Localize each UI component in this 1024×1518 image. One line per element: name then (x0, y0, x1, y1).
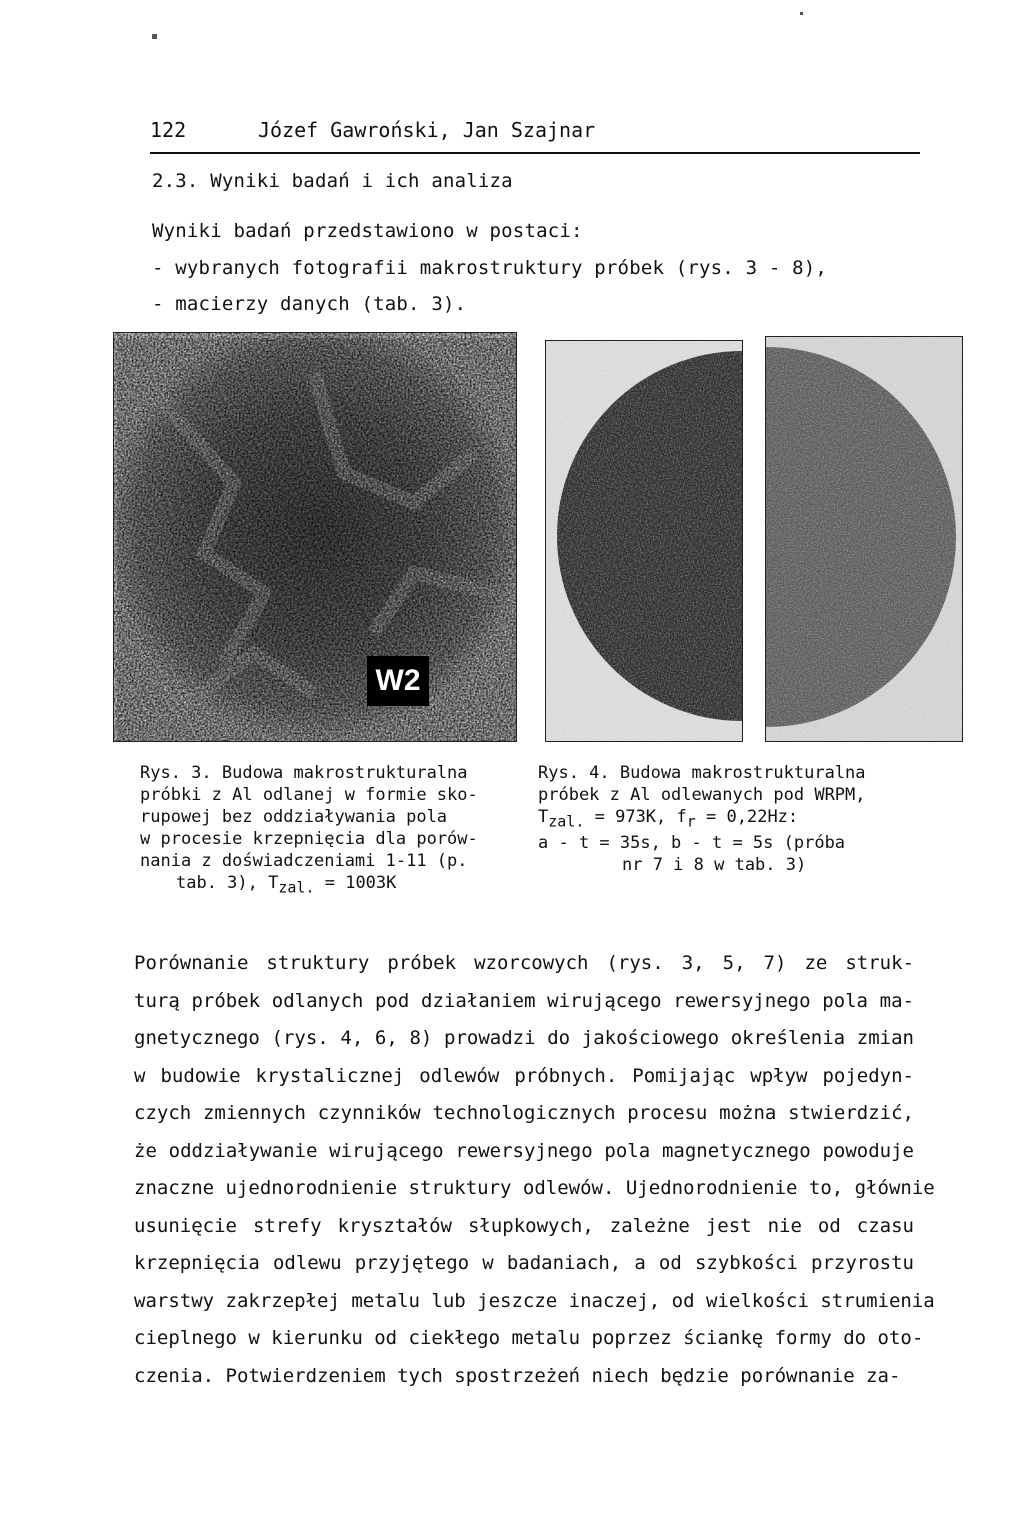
caption-line: a - t = 35s, b - t = 5s (próba (538, 833, 846, 854)
caption-line: w procesie krzepnięcia dla porów- (140, 829, 478, 849)
caption-text: = 1003K (324, 873, 397, 893)
body-line: turą próbek odlanych pod działaniem wirującego rewersyjnego pola ma- (134, 989, 914, 1012)
caption-text: = 973K, f (594, 807, 687, 827)
body-line: gnetycznego (rys. 4, 6, 8) prowadzi do jakościowego określenia zmian (134, 1027, 914, 1049)
caption-line: rupowej bez oddziaływania pola (140, 807, 448, 827)
caption-line: nr 7 i 8 w tab. 3) (622, 855, 807, 876)
body-line: czenia. Potwierdzeniem tych spostrzeżeń niech będzie porównanie za- (134, 1364, 901, 1387)
macrostructure-image (114, 333, 516, 741)
body-line: usunięcie strefy kryształów słupkowych, zależne jest nie od czasu (134, 1214, 914, 1237)
scan-speck (152, 34, 157, 39)
caption-line: Rys. 3. Budowa makrostrukturalna (140, 763, 468, 783)
macrostructure-image (766, 337, 962, 741)
macrostructure-image (546, 341, 742, 741)
intro-item: - wybranych fotografii makrostruktury próbek (rys. 3 - 8), (152, 257, 828, 279)
body-line: cieplnego w kierunku od ciekłego metalu poprzez ściankę formy do oto- (134, 1327, 924, 1349)
figure-3-caption (140, 762, 520, 898)
page-number: 122 (150, 118, 187, 142)
caption-text: = 0,22Hz: (706, 807, 799, 827)
caption-line (538, 806, 928, 832)
intro-lead: Wyniki badań przedstawiono w postaci: (152, 220, 583, 242)
body-line: krzepnięcia odlewu przyjętego w badaniach, a od szybkości przyrostu (134, 1252, 914, 1274)
scan-speck (800, 12, 803, 15)
figure-4b-photo (765, 336, 963, 742)
caption-text: tab. 3), T (176, 873, 279, 893)
subscript: zal. (548, 812, 585, 831)
running-header (150, 118, 920, 154)
caption-line: próbek z Al odlewanych pod WRPM, (538, 785, 866, 805)
figure-4-caption (538, 762, 928, 876)
sample-label: W2 (367, 656, 429, 706)
caption-text: T (538, 807, 549, 827)
subscript: zal. (278, 878, 315, 897)
body-line: że oddziaływanie wirującego rewersyjnego pola magnetycznego powoduje (134, 1139, 914, 1162)
caption-line: nania z doświadczeniami 1-11 (p. (140, 851, 468, 871)
caption-line: próbki z Al odlanej w formie sko- (140, 785, 478, 805)
body-line: w budowie krystalicznej odlewów próbnych. Pomijając wpływ pojedyn- (134, 1064, 914, 1087)
caption-line: Rys. 4. Budowa makrostrukturalna (538, 763, 866, 783)
section-heading: 2.3. Wyniki badań i ich analiza (152, 170, 513, 192)
body-line: znaczne ujednorodnienie struktury odlewów. Ujednorodnienie to, głównie (134, 1177, 935, 1199)
body-line: czych zmiennych czynników technologicznych procesu można stwierdzić, (134, 1102, 914, 1124)
body-text (134, 952, 935, 1402)
body-line: Porównanie struktury próbek wzorcowych (rys. 3, 5, 7) ze struk- (134, 952, 914, 974)
figure-3-photo (113, 332, 517, 742)
figure-4a-photo (545, 340, 743, 742)
body-line: warstwy zakrzepłej metalu lub jeszcze inaczej, od wielkości strumienia (134, 1289, 935, 1312)
intro-item: - macierzy danych (tab. 3). (152, 293, 467, 315)
caption-line (140, 872, 520, 898)
subscript: r (686, 812, 696, 831)
header-authors: Józef Gawroński, Jan Szajnar (258, 118, 596, 142)
